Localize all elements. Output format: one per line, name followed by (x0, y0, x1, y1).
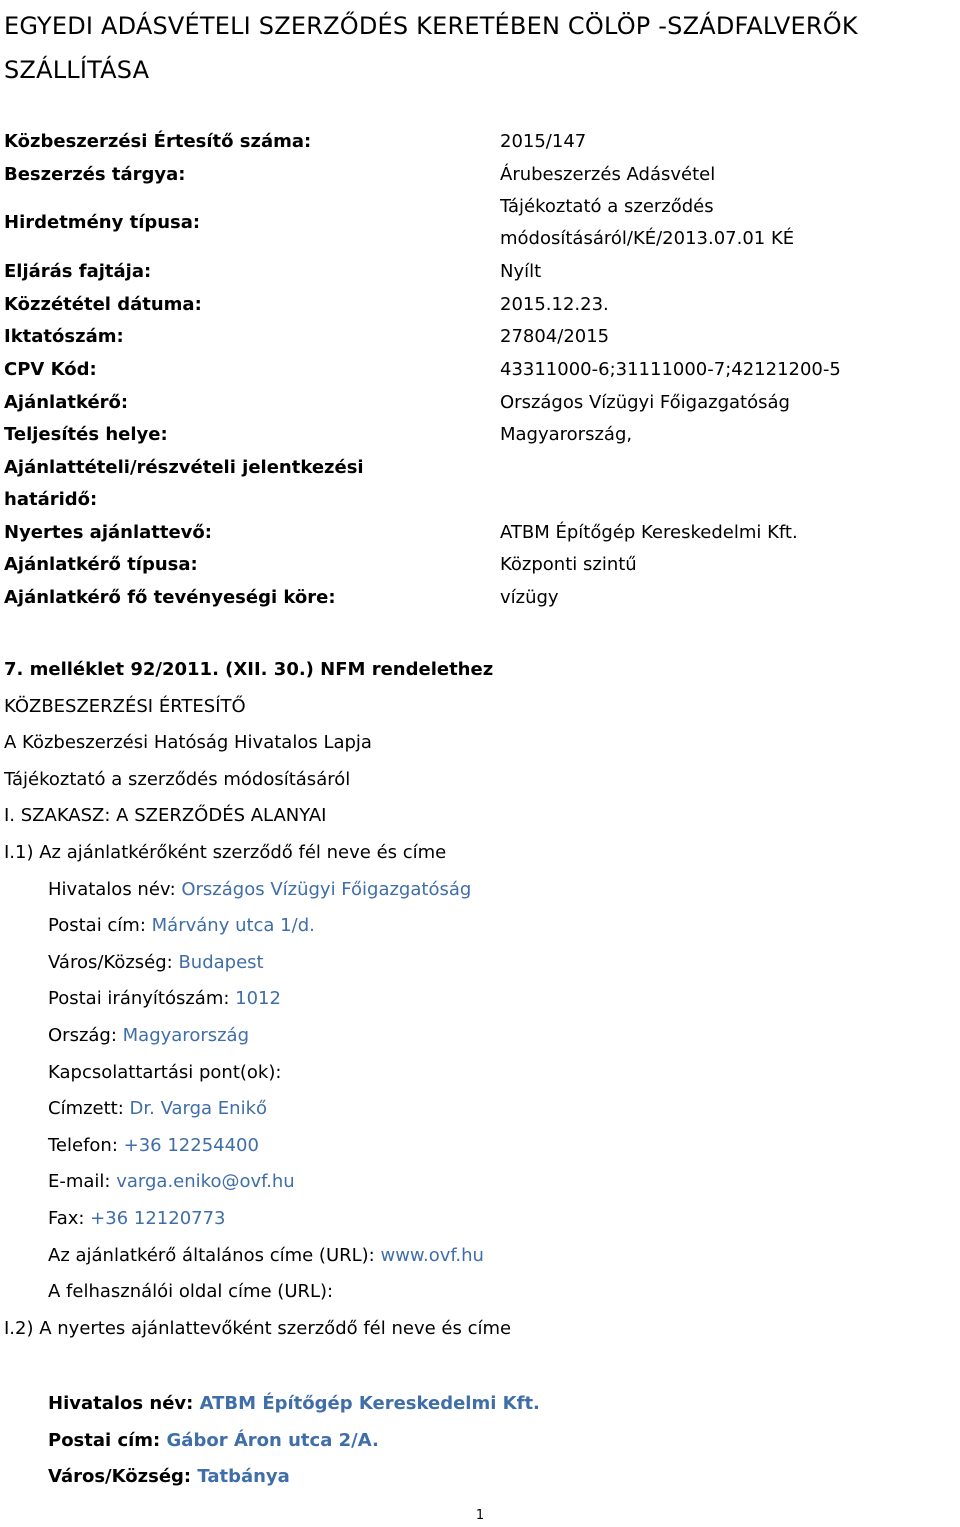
meta-value: Magyarország, (500, 424, 633, 446)
meta-label: Közbeszerzési Értesítő száma: (4, 131, 312, 152)
meta-label: Ajánlatkérő: (4, 391, 129, 413)
field-label: Postai irányítószám: (48, 988, 236, 1010)
field-line (4, 1018, 954, 1055)
field-value: Dr. Varga Enikő (129, 1098, 268, 1120)
field-line (4, 1128, 954, 1165)
field-label: Város/Község: (48, 1466, 198, 1488)
field-label: Postai cím: (48, 1429, 167, 1451)
field-value: ATBM Építőgép Kereskedelmi Kft. (199, 1393, 540, 1414)
field-value: +36 12254400 (123, 1134, 259, 1156)
meta-label: Hirdetmény típusa: (4, 212, 201, 234)
meta-value: Központi szintű (500, 554, 637, 576)
field-line (4, 1055, 954, 1092)
field-label: Fax: (48, 1207, 91, 1229)
meta-row (4, 256, 954, 289)
field-value: Budapest (178, 951, 264, 973)
meta-row (4, 452, 954, 517)
field-label: Az ajánlatkérő általános címe (URL): (48, 1244, 381, 1266)
meta-row (4, 549, 954, 582)
meta-value: ATBM Építőgép Kereskedelmi Kft. (500, 521, 798, 543)
field-label: Hivatalos név: (48, 878, 182, 900)
annex-reference: 7. melléklet 92/2011. (XII. 30.) NFM rendelethez (4, 659, 494, 680)
field-line (4, 1238, 954, 1275)
meta-value: Országos Vízügyi Főigazgatóság (500, 391, 790, 413)
metadata-table (4, 126, 954, 615)
notice-header (4, 652, 954, 1347)
meta-value: 43311000-6;31111000-7;42121200-5 (500, 358, 841, 380)
meta-value: vízügy (500, 586, 559, 608)
meta-row (4, 159, 954, 192)
meta-value: 2015/147 (500, 131, 587, 152)
field-line (4, 981, 954, 1018)
meta-label: Ajánlatkérő fő tevényeségi köre: (4, 586, 336, 608)
journal-name: KÖZBESZERZÉSI ÉRTESÍTŐ (4, 695, 246, 717)
field-line (4, 908, 954, 945)
field-line (4, 945, 954, 982)
field-value: Tatbánya (197, 1466, 290, 1488)
meta-value: 27804/2015 (500, 326, 610, 348)
meta-label: Nyertes ajánlattevő: (4, 521, 212, 543)
meta-row (4, 387, 954, 420)
field-value: Magyarország (122, 1024, 250, 1046)
subsection-heading: I.1) Az ajánlatkérőként szerződő fél neve és címe (4, 841, 447, 863)
field-line (4, 1459, 954, 1496)
meta-label: Ajánlatkérő típusa: (4, 554, 198, 576)
field-line (4, 1091, 954, 1128)
page-number: 1 (475, 1508, 485, 1523)
section-heading: I. SZAKASZ: A SZERZŐDÉS ALANYAI (4, 805, 327, 827)
meta-label: Ajánlattételi/részvételi jelentkezési határidő: (4, 456, 364, 511)
field-label: Ország: (48, 1024, 123, 1046)
meta-label: Beszerzés tárgya: (4, 163, 186, 185)
document-title: EGYEDI ADÁSVÉTELI SZERZŐDÉS KERETÉBEN CÖLÖP -SZÁDFALVERŐK SZÁLLÍTÁSA (4, 12, 858, 84)
field-value: 1012 (235, 988, 281, 1010)
field-line (4, 1164, 954, 1201)
field-label: Telefon: (48, 1134, 124, 1156)
meta-row (4, 419, 954, 452)
field-label: Hivatalos név: (48, 1393, 200, 1414)
field-value: Márvány utca 1/d. (151, 915, 315, 937)
meta-label: Eljárás fajtája: (4, 261, 152, 283)
field-line (4, 1423, 954, 1460)
meta-value: 2015.12.23. (500, 293, 609, 315)
website-link[interactable]: www.ovf.hu (380, 1244, 484, 1266)
meta-row (4, 321, 954, 354)
winner-details (4, 1386, 954, 1496)
journal-subtitle: A Közbeszerzési Hatóság Hivatalos Lapja (4, 732, 372, 754)
field-line (4, 872, 954, 909)
field-label: Kapcsolattartási pont(ok): (48, 1061, 282, 1083)
field-label: Város/Község: (48, 951, 179, 973)
field-line (4, 1201, 954, 1238)
subsection-heading: I.2) A nyertes ajánlattevőként szerződő fél neve és címe (4, 1317, 512, 1339)
meta-label: Közzététel dátuma: (4, 293, 202, 315)
field-line (4, 1386, 954, 1423)
meta-row (4, 354, 954, 387)
field-label: E-mail: (48, 1171, 117, 1193)
meta-row (4, 191, 954, 256)
meta-label: CPV Kód: (4, 358, 97, 380)
meta-row (4, 517, 954, 550)
field-value: +36 12120773 (90, 1207, 226, 1229)
meta-row (4, 582, 954, 615)
field-line (4, 1274, 954, 1311)
meta-value: Tájékoztató a szerződés módosításáról/KÉ/2013.07.01 KÉ (500, 196, 795, 250)
meta-label: Teljesítés helye: (4, 424, 168, 446)
meta-label: Iktatószám: (4, 326, 124, 348)
field-label: Postai cím: (48, 915, 152, 937)
field-value: Országos Vízügyi Főigazgatóság (181, 878, 472, 900)
meta-value: Árubeszerzés Adásvétel (500, 163, 716, 185)
field-value: Gábor Áron utca 2/A. (166, 1429, 379, 1451)
email-link[interactable]: varga.eniko@ovf.hu (116, 1171, 295, 1193)
meta-value (404, 452, 954, 517)
meta-row (4, 289, 954, 322)
meta-value: Nyílt (500, 261, 542, 283)
meta-row (4, 126, 954, 159)
notice-type: Tájékoztató a szerződés módosításáról (4, 768, 351, 790)
field-label: Címzett: (48, 1098, 130, 1120)
field-label: A felhasználói oldal címe (URL): (48, 1281, 334, 1303)
